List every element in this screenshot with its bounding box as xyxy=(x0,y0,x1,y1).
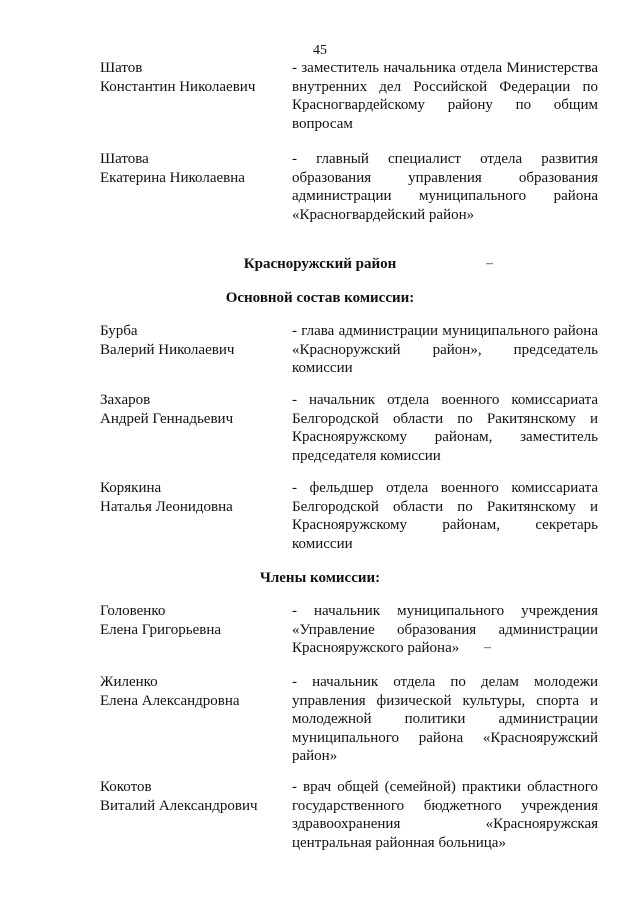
district-title: Красноружский район xyxy=(243,256,397,272)
given-names: Виталий Александрович xyxy=(100,797,258,814)
person-role: - фельдшер отдела военного комиссариата Белгородской области по Ракитянскому и Краснояружскому районам, секретарь комиссии xyxy=(292,480,598,552)
given-names: Валерий Николаевич xyxy=(100,341,235,358)
person-role: - главный специалист отдела развития образования управления образования администрации муниципального района «Красногвардейский район» xyxy=(292,151,598,223)
surname: Корякина xyxy=(100,480,162,496)
surname: Жиленко xyxy=(100,674,158,690)
main-section-title: Основной состав комиссии: xyxy=(225,290,415,306)
person-name xyxy=(100,391,285,428)
person-role: - глава администрации муниципального района «Красноружский район», председатель комиссии xyxy=(292,323,598,376)
given-names: Андрей Геннадьевич xyxy=(100,410,234,427)
person-role: - начальник муниципального учреждения «Управление образования администрации Краснояружского района» xyxy=(292,603,598,656)
page-number: 45 xyxy=(313,43,327,58)
person-role: - заместитель начальника отдела Министерства внутренних дел Российской Федерации по Красногвардейскому району по общим вопросам xyxy=(292,60,598,132)
district-dash: – xyxy=(486,256,493,271)
given-names: Елена Александровна xyxy=(100,692,240,709)
person-name xyxy=(100,602,285,639)
stray-dash: – xyxy=(484,640,491,655)
surname: Кокотов xyxy=(100,779,152,795)
person-name xyxy=(100,322,285,359)
person-name xyxy=(100,150,285,187)
person-name xyxy=(100,59,285,96)
members-section-title: Члены комиссии: xyxy=(259,570,381,586)
given-names: Наталья Леонидовна xyxy=(100,498,233,515)
person-name xyxy=(100,778,285,815)
person-role: - врач общей (семейной) практики областного государственного бюджетного учреждения здравоохранения «Краснояружская центральная районная больница» xyxy=(292,779,598,851)
person-role: - начальник отдела по делам молодежи управления физической культуры, спорта и молодежной политики администрации муниципального района «Краснояружский район» xyxy=(292,674,598,764)
given-names: Елена Григорьевна xyxy=(100,621,222,638)
person-name xyxy=(100,673,285,710)
surname: Шатов xyxy=(100,60,143,76)
surname: Захаров xyxy=(100,392,151,408)
given-names: Екатерина Николаевна xyxy=(100,169,245,186)
surname: Шатова xyxy=(100,151,149,167)
surname: Головенко xyxy=(100,603,166,619)
surname: Бурба xyxy=(100,323,138,339)
person-role: - начальник отдела военного комиссариата Белгородской области по Ракитянскому и Краснояружскому районам, заместитель председателя комиссии xyxy=(292,392,598,464)
given-names: Константин Николаевич xyxy=(100,78,256,95)
person-name xyxy=(100,479,285,516)
